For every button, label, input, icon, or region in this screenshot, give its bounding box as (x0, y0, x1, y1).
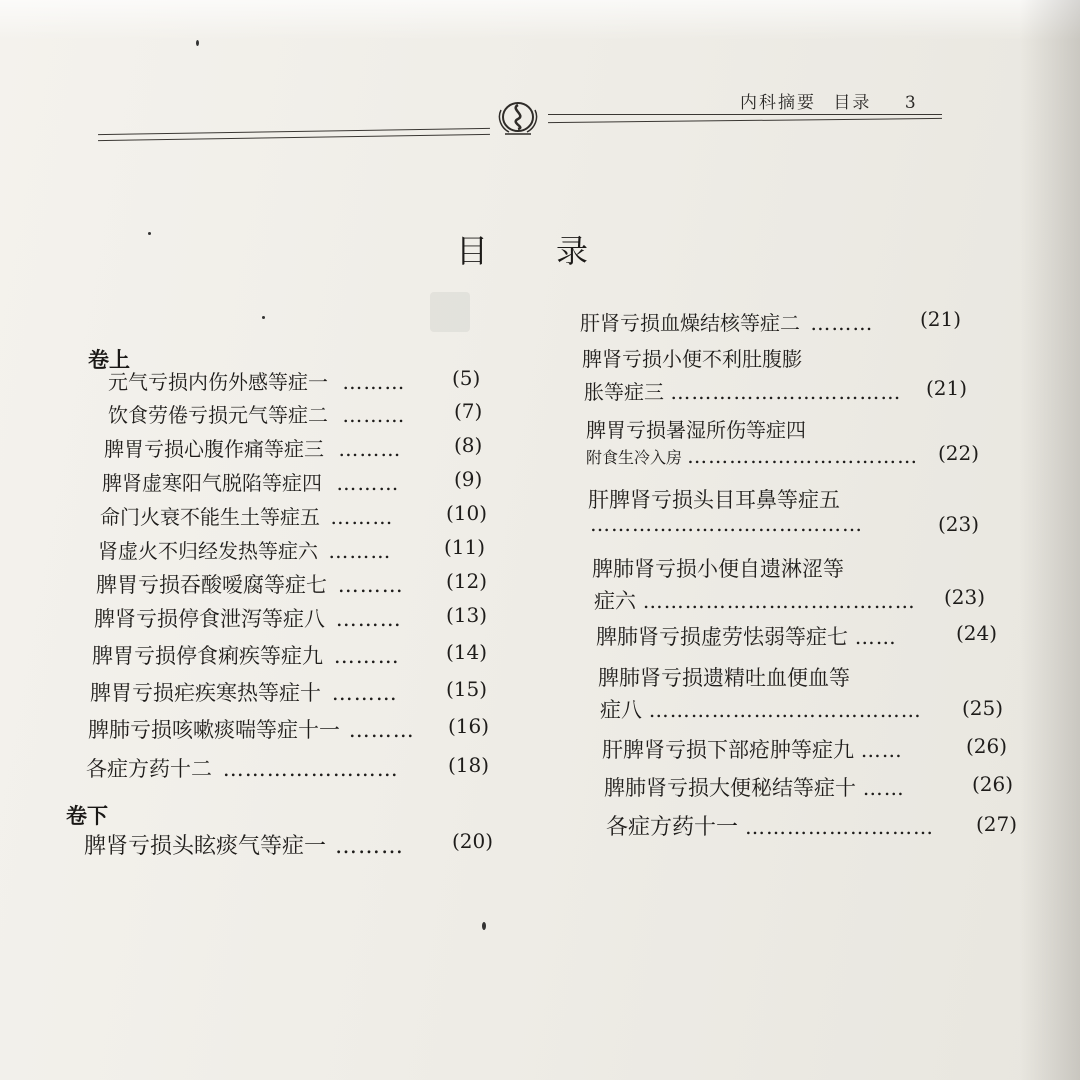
toc-entry-page: (25) (962, 696, 1004, 720)
toc-entry-title: 脾胃亏损吞酸嗳腐等症七 (96, 573, 327, 597)
toc-leader-dots: …… (854, 625, 897, 649)
toc-entry[interactable] (98, 535, 391, 564)
toc-title-char-2: 录 (556, 232, 589, 270)
print-speck (148, 232, 151, 235)
toc-leader-dots: ……… (810, 311, 874, 335)
page-shadow (1020, 0, 1080, 1080)
header-rule-left-thin (98, 134, 490, 141)
toc-entry[interactable] (596, 621, 897, 651)
toc-entry-page: (12) (446, 569, 488, 593)
toc-leader-dots: ……… (335, 834, 405, 859)
toc-entry[interactable] (94, 603, 402, 633)
toc-entry[interactable] (606, 810, 934, 841)
toc-entry-title: 饮食劳倦亏损元气等症二 (108, 403, 328, 427)
toc-entry[interactable] (108, 366, 405, 395)
print-speck (482, 922, 486, 930)
toc-entry-title: 脾肺肾亏损小便自遗淋涩等 (592, 557, 844, 581)
toc-entry-title: 症八 (600, 698, 642, 722)
toc-entry-page: (21) (920, 307, 962, 331)
toc-leader-dots: ……… (348, 718, 415, 742)
toc-leader-dots: ……… (333, 644, 400, 668)
toc-leader-dots: ……… (338, 437, 402, 461)
toc-entry[interactable] (102, 467, 399, 496)
toc-leader-dots: ………………………………… (642, 589, 916, 613)
toc-leader-dots: …………………………… (687, 444, 919, 468)
toc-entry[interactable] (90, 677, 398, 707)
toc-leader-dots: ………………………………… (590, 512, 863, 536)
toc-entry-page: (14) (446, 640, 488, 664)
header-book-title: 内科摘要 (740, 93, 816, 113)
toc-entry-page: (26) (972, 772, 1014, 796)
toc-leader-dots: …… (860, 738, 903, 762)
toc-entry-page: (26) (966, 734, 1008, 758)
toc-entry[interactable] (602, 734, 903, 764)
toc-title-char-1: 目 (456, 232, 489, 270)
toc-entry-title: 各症方药十二 (86, 757, 212, 781)
toc-entry-title: 肝脾肾亏损头目耳鼻等症五 (588, 488, 840, 512)
toc-entry-title: 脾胃亏损心腹作痛等症三 (104, 437, 324, 461)
toc-leader-dots: …………………… (222, 757, 399, 781)
header-page-number: 3 (904, 93, 918, 113)
toc-entry-page: (8) (454, 433, 483, 457)
toc-entry[interactable] (592, 553, 844, 583)
toc-entry-title: 胀等症三 (584, 380, 664, 404)
toc-entry[interactable] (108, 399, 405, 428)
header-rule-right-thin (548, 118, 942, 123)
toc-leader-dots: ……… (336, 471, 400, 495)
toc-entry-title: 脾肾亏损停食泄泻等症八 (94, 607, 325, 631)
toc-leader-dots: ……… (331, 681, 398, 705)
volume-label-upper: 卷上 (88, 347, 130, 372)
header-rule-right (548, 114, 942, 115)
toc-entry-title: 脾胃亏损暑湿所伤等症四 (586, 418, 806, 442)
toc-entry-title: 脾肺亏损咳嗽痰喘等症十一 (88, 718, 340, 742)
toc-entry-page: (13) (446, 603, 488, 627)
toc-entry-page: (23) (938, 512, 980, 536)
print-speck (262, 316, 265, 319)
toc-entry-page: (27) (976, 812, 1018, 836)
toc-leader-dots: ……… (342, 403, 406, 427)
volume-label-lower: 卷下 (66, 803, 108, 828)
toc-entry-title: 附食生冷入房 (586, 448, 683, 467)
toc-entry-page: (16) (448, 714, 490, 738)
toc-entry[interactable] (104, 433, 401, 462)
toc-leader-dots: ………………………………… (648, 698, 922, 722)
toc-entry-page: (22) (938, 441, 980, 465)
toc-entry-title: 脾肺肾亏损遗精吐血便血等 (598, 666, 850, 690)
toc-entry[interactable] (588, 484, 840, 514)
print-speck (196, 40, 199, 46)
toc-entry[interactable] (88, 714, 415, 744)
header-section: 目录 (833, 93, 872, 113)
toc-entry[interactable] (86, 753, 399, 783)
toc-entry-title: 命门火衰不能生土等症五 (100, 505, 320, 529)
toc-entry[interactable] (100, 501, 393, 530)
toc-entry-page: (24) (956, 621, 998, 645)
toc-leader-dots: ……………………… (745, 815, 935, 839)
toc-entry[interactable] (582, 343, 802, 372)
toc-entry-title: 肝脾肾亏损下部疮肿等症九 (602, 738, 854, 762)
toc-entry-title: 脾肺肾亏损虚劳怯弱等症七 (596, 625, 848, 649)
ornament-emblem-icon (493, 98, 543, 138)
toc-entry-page: (20) (452, 829, 494, 853)
toc-entry-title: 肝肾亏损血燥结核等症二 (580, 311, 800, 335)
toc-entry-title: 各症方药十一 (606, 815, 739, 840)
toc-entry[interactable] (598, 662, 850, 692)
toc-entry[interactable] (96, 569, 404, 599)
toc-entry-title: 肾虚火不归经发热等症六 (98, 539, 318, 563)
toc-entry[interactable] (586, 444, 918, 468)
toc-entry-page: (9) (454, 467, 483, 491)
toc-entry-title: 脾胃亏损停食痢疾等症九 (92, 644, 323, 668)
toc-entry-page: (15) (446, 677, 488, 701)
toc-entry-title: 脾胃亏损疟疾寒热等症十 (90, 681, 321, 705)
toc-entry[interactable] (600, 694, 922, 724)
running-header (740, 88, 928, 113)
toc-entry[interactable] (584, 376, 901, 405)
toc-entry-title: 脾肾亏损头眩痰气等症一 (84, 834, 327, 859)
toc-leader-dots: ……… (335, 607, 402, 631)
toc-entry-page: (7) (454, 399, 483, 423)
toc-entry-page: (18) (448, 753, 490, 777)
toc-entry-page: (5) (452, 366, 481, 390)
toc-entry-title: 脾肺肾亏损大便秘结等症十 (604, 776, 856, 800)
toc-leader-dots: …… (862, 776, 905, 800)
toc-entry[interactable] (604, 772, 905, 802)
toc-entry[interactable] (580, 307, 873, 336)
toc-entry-page: (10) (446, 501, 488, 525)
toc-entry-title: 脾肾亏损小便不利肚腹膨 (582, 347, 802, 371)
toc-entry[interactable] (594, 585, 916, 615)
toc-entry-title: 脾肾虚寒阳气脱陷等症四 (102, 471, 322, 495)
toc-leader-dots: ……… (337, 573, 404, 597)
toc-entry-page: (11) (444, 535, 486, 559)
toc-entry[interactable] (84, 829, 404, 860)
show-through-decoration (430, 292, 470, 332)
toc-leader-dots: ……… (330, 505, 394, 529)
toc-leader-dots: ……… (328, 539, 392, 563)
toc-entry[interactable] (586, 414, 806, 443)
toc-entry-page: (23) (944, 585, 986, 609)
toc-leader-dots: ……… (342, 370, 406, 394)
page-highlight (0, 0, 1080, 40)
toc-entry-title: 症六 (594, 589, 636, 613)
toc-entry[interactable] (92, 640, 400, 670)
toc-entry-title: 元气亏损内伤外感等症一 (108, 370, 328, 394)
toc-entry-page: (21) (926, 376, 968, 400)
toc-entry[interactable] (590, 512, 863, 536)
toc-leader-dots: …………………………… (670, 380, 902, 404)
